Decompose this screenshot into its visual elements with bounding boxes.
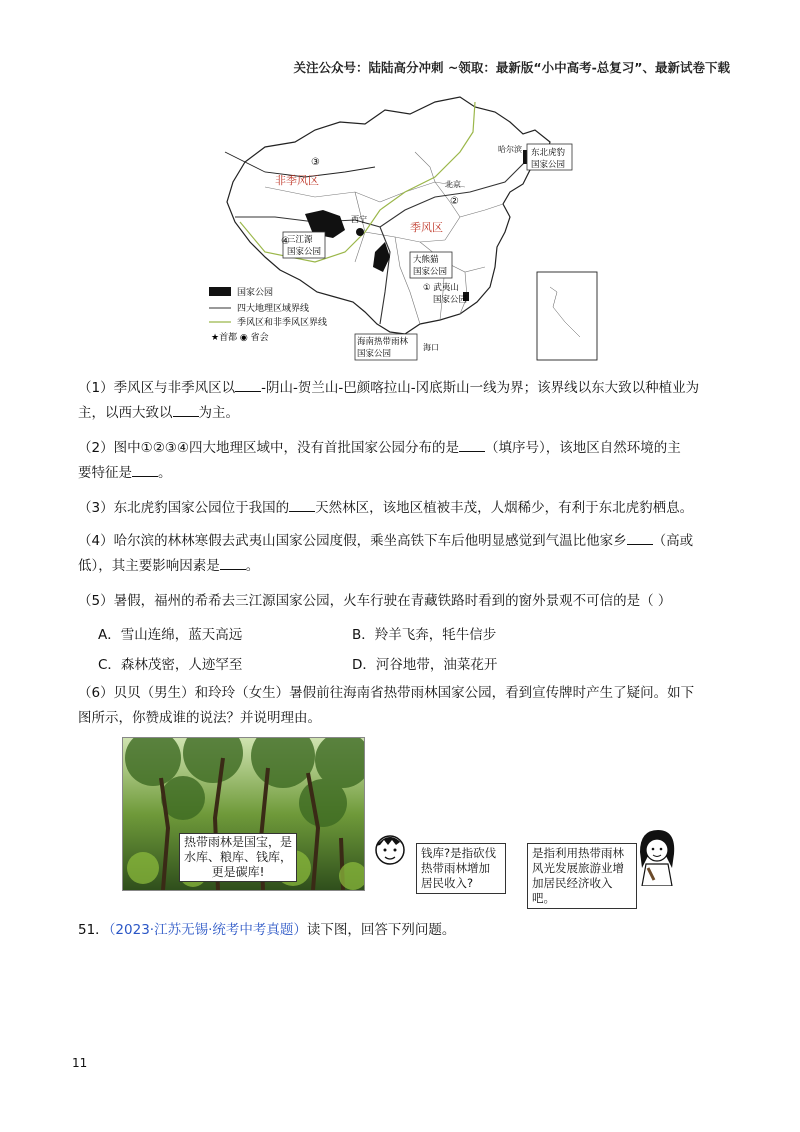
q5-option-d[interactable]: D．河谷地带，油菜花开: [352, 657, 498, 673]
svg-text:西宁: 西宁: [351, 215, 367, 224]
svg-text:四大地理区域界线: 四大地理区域界线: [237, 304, 310, 314]
q6-text-b: 图所示，你赞成谁的说法？并说明理由。: [78, 710, 321, 726]
page-number: 11: [72, 1056, 88, 1070]
svg-text:④: ④: [281, 236, 290, 247]
q51-text: 读下图，回答下列问题。: [306, 922, 456, 938]
q3-text-b: 天然林区，该地区植被丰茂，人烟稀少，有利于东北虎豹栖息。: [315, 500, 694, 516]
svg-text:国家公园: 国家公园: [433, 295, 468, 305]
q2-blank-2[interactable]: [132, 463, 158, 477]
boy-icon: [370, 828, 410, 868]
south-china-sea-inset: [537, 272, 597, 360]
q1-text-b: -阴山-贺兰山-巴颜喀拉山-冈底斯山一线为界；该界线以东大致以种植业为: [261, 380, 700, 396]
q2-text-b: （填序号），该地区自然环境的主: [485, 440, 681, 456]
svg-text:海南热带雨林: 海南热带雨林: [357, 337, 409, 347]
girl-icon: [634, 828, 680, 886]
q3-blank[interactable]: [289, 498, 315, 512]
region-3-label: ③: [311, 157, 320, 168]
q4-blank-2[interactable]: [220, 556, 246, 570]
svg-text:海口: 海口: [423, 343, 439, 352]
svg-text:大熊猫: 大熊猫: [413, 255, 439, 265]
q4-text-b: （高或: [652, 533, 694, 549]
svg-text:国家公园: 国家公园: [237, 288, 274, 298]
rainforest-sign: 热带雨林是国宝，是水库、粮库、钱库，更是碳库!: [179, 833, 297, 882]
rainforest-photo: [122, 737, 365, 891]
svg-text:国家公园: 国家公园: [287, 247, 322, 257]
china-map: [205, 92, 605, 364]
q3-text-a: （3）东北虎豹国家公园位于我国的: [78, 500, 290, 516]
q51-line: [78, 918, 455, 938]
svg-text:国家公园: 国家公园: [357, 349, 392, 359]
q6-text-a: （6）贝贝（男生）和玲玲（女生）暑假前往海南省热带雨林国家公园，看到宣传牌时产生了疑问。如下: [78, 685, 695, 701]
q4-blank-1[interactable]: [627, 531, 653, 545]
q5-option-a[interactable]: A．雪山连绵，蓝天高远: [98, 627, 243, 643]
q2-text-d: 。: [158, 465, 172, 481]
q2-text-c: 要特征是: [78, 465, 132, 481]
boy-speech-bubble: 钱库?是指砍伐热带雨林增加居民收入?: [416, 843, 506, 894]
q5-option-b[interactable]: B．羚羊飞奔，牦牛信步: [352, 627, 497, 643]
q51-source-link[interactable]: （2023·江苏无锡·统考中考真题）: [108, 922, 307, 938]
q51-number: 51．: [78, 922, 109, 938]
page-header: 关注公众号：陆陆高分冲刺 ~领取：最新版“小中高考-总复习”、最新试卷下载: [293, 60, 730, 75]
q1-blank-1[interactable]: [235, 378, 261, 392]
q2-blank-1[interactable]: [459, 438, 485, 452]
svg-text:东北虎豹: 东北虎豹: [531, 148, 566, 158]
svg-text:★首都 ◉ 省会: ★首都 ◉ 省会: [211, 333, 269, 343]
china-outline: [227, 97, 550, 334]
svg-text:三江源: 三江源: [287, 235, 313, 245]
svg-text:国家公园: 国家公园: [413, 267, 448, 277]
svg-text:季风区和非季风区界线: 季风区和非季风区界线: [237, 318, 328, 328]
nonmonsoon-label: 非季风区: [275, 174, 319, 187]
map-legend: [209, 286, 327, 343]
q4-text-d: 。: [245, 558, 260, 574]
q5-text: （5）暑假，福州的希希去三江源国家公园，火车行驶在青藏铁路时看到的窗外景观不可信的是（ ）: [78, 593, 672, 609]
q4-text-c: 低），其主要影响因素是: [78, 558, 220, 574]
q2-text-a: （2）图中①②③④四大地理区域中，没有首批国家公园分布的是: [78, 440, 459, 456]
q1-text-c: 主，以西大致以: [78, 405, 173, 421]
q1-blank-2[interactable]: [173, 403, 199, 417]
svg-text:哈尔滨: 哈尔滨: [498, 145, 522, 154]
q5-option-c[interactable]: C．森林茂密，人迹罕至: [98, 657, 243, 673]
svg-text:②: ②: [450, 196, 459, 207]
q1-text-a: （1）季风区与非季风区以: [78, 380, 236, 396]
monsoon-label: 季风区: [410, 221, 443, 234]
q1-text-d: 为主。: [198, 405, 239, 421]
girl-speech-bubble: 是指利用热带雨林风光发展旅游业增加居民经济收入吧。: [527, 843, 637, 909]
svg-text:① 武夷山: ① 武夷山: [423, 283, 459, 293]
svg-text:北京: 北京: [445, 180, 461, 189]
q4-text-a: （4）哈尔滨的林林寒假去武夷山国家公园度假，乘坐高铁下车后他明显感觉到气温比他家乡: [78, 533, 627, 549]
svg-text:国家公园: 国家公园: [531, 160, 566, 170]
